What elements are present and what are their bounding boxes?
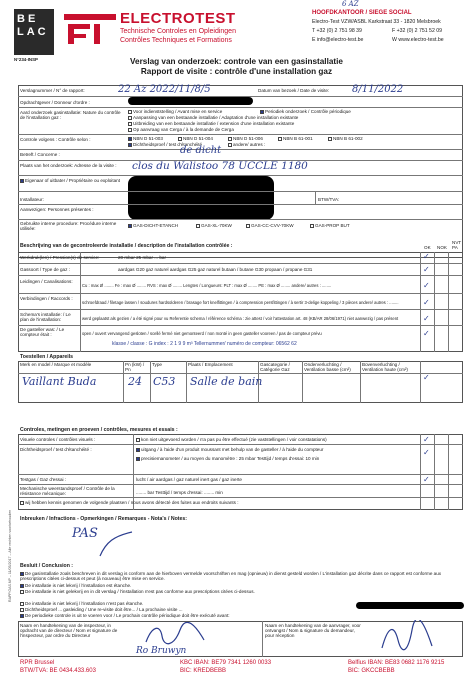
option-label: NBN B 61-001	[283, 136, 313, 141]
hq-tel: T +32 (0) 2 751 98 39	[312, 28, 362, 34]
checkbox[interactable]	[278, 137, 282, 141]
checkbox[interactable]	[20, 614, 24, 618]
footer-kbc-iban: KBC IBAN: BE79 7341 1260 0033	[180, 660, 272, 666]
conclusion-item[interactable]	[20, 583, 131, 588]
procedure-option[interactable]	[128, 223, 178, 228]
electrotest-logo-icon	[64, 10, 116, 46]
appliance-type[interactable]: C53	[153, 375, 176, 388]
brand-sub-fr: Contrôles Techniques et Formations	[120, 37, 232, 44]
installer-label: Installateur:	[20, 197, 44, 202]
test-row-value[interactable]: lucht / air aardgas / gaz naturel inert gas / gaz inerte	[136, 477, 242, 482]
option-label: andere/ autres :	[233, 142, 266, 147]
checkbox[interactable]	[20, 584, 24, 588]
checkbox[interactable]	[128, 137, 132, 141]
installation-row-label: Verbindingen / Raccords :	[20, 296, 73, 301]
installation-row-label: Schema's installatie: / Le plan de l'installation:	[20, 312, 71, 323]
norm-option[interactable]	[228, 136, 263, 141]
test-row-label: Dichtheidsproef / test d'étanchéité :	[20, 447, 92, 452]
report-no-label: Verslagnummer / N° de rapport:	[20, 88, 85, 93]
option-label: De installatie is niet lekvrij / l'installation n'est pas étanche.	[25, 601, 144, 606]
test-row-value[interactable]	[136, 456, 319, 461]
client-signature-icon	[378, 620, 438, 654]
appliance-brand[interactable]: Vaillant Buda	[22, 375, 97, 388]
procedure-option[interactable]	[246, 223, 294, 228]
ok-check-icon: ✓	[423, 329, 430, 338]
checkbox[interactable]	[20, 179, 24, 183]
hq-fax: F +32 (0) 2 751 52 09	[392, 28, 443, 34]
option-label: De installatie is niet gelekvrij en in dit verslag / l'installation n'est pas conforme aux prescriptions citées ci-dessus.	[25, 589, 255, 594]
appliances-section-title: Toestellen / Appareils	[20, 354, 74, 360]
option-label: Uitbreiding van een bestaande installatie / extension d'une installation existante	[133, 121, 295, 126]
inspector-signature-label: Naam en handtekening van de inspecteur, in opdracht van de directeur / Nom et signature de l'inspecteur, par ordre du Directeur	[20, 623, 118, 639]
title-fr: Rapport de visite : contrôle d'une installation gaz	[140, 67, 333, 76]
visit-date-label: Datum van bezoek / Date de visite:	[258, 88, 330, 93]
conclusion-item[interactable]	[20, 607, 183, 612]
checkbox[interactable]	[128, 224, 132, 228]
option-label: kon niet uitgevoerd worden / n'a pas pu être effectué (zie vaststellingen / voir constatations)	[141, 437, 327, 442]
ok-check-icon: ✓	[423, 314, 430, 323]
option-label: precisiemanometer / au moyen du manomètre : 25 mbar Testtijd / temps d'essai: 10 min	[141, 456, 320, 461]
checkbox[interactable]	[228, 143, 232, 147]
installation-row-value[interactable]: aardgas G20 gaz naturel aardgas G25 gaz naturel butaan / butane G30 propaan / propane G31	[118, 267, 313, 272]
footer-rpr: RPR Brussel	[20, 660, 55, 666]
option-label: Voor indienststelling / Avant mise en service	[133, 109, 223, 114]
appliance-col-header: Gascategorie / Catégorie Gaz	[260, 362, 290, 373]
inspection-type-option[interactable]	[260, 109, 351, 114]
footer-btw: BTW/TVA: BE 0434.433.603	[20, 668, 96, 674]
option-label: Dichtheidsproef ... gasleiding / Une re-visite doit être... / La prochaine visite ...	[25, 607, 183, 612]
meter-info[interactable]: klasse / classe : G index : 2 1 9 9 m³ Tellernummer/ numéro de compteur: 06562 62	[112, 341, 297, 347]
option-label: De installatie is niet lekvrij / l'installation est étanche.	[25, 583, 132, 588]
option-label: Op aanvraag van Cerga / à la demande de Cerga	[133, 127, 234, 132]
conclusion-item[interactable]	[20, 601, 143, 606]
test-ok-check-icon: ✓	[423, 475, 430, 484]
appliance-col-header: Onderverluchting / Ventilation basse (cm²)	[304, 362, 351, 373]
control-per-label: Controle volgens : Contrôle selon :	[20, 137, 91, 142]
next-date-redaction	[356, 602, 464, 609]
present-label: Aanwezigen: Personnes présentes :	[20, 207, 94, 212]
owner-redaction	[128, 176, 274, 220]
installation-row-value[interactable]: werd geplaatst als gezien / a été signé pour vu Referentie schema / référence schéma : zie attest / voir l'attestation art. 48 (KB/AR 28/06/1971) niet aanwezig / pas présent	[82, 316, 399, 321]
ok-check-icon: ✓	[423, 298, 430, 307]
checkbox[interactable]	[20, 602, 24, 606]
option-label: Aanpassing van een bestaande installatie / Adaptation d'une installation existante	[133, 115, 299, 120]
appliance-col-header: Pn (kW) / Pn	[125, 362, 145, 373]
installation-section-title: Beschrijving van de gecontroleerde installatie / description de l'installation contrôlée :	[20, 243, 233, 249]
belac-letters: BE LAC	[17, 13, 49, 38]
belac-number: N°234-INSP	[14, 57, 38, 62]
option-label: wij hebben kennis genomen de volgende plaatsen / nous avons détecté des fuites aux endroits suivants :	[25, 500, 239, 505]
appliance-ok-check-icon: ✓	[423, 373, 430, 382]
appliance-power[interactable]: 24	[128, 375, 142, 388]
btw-label: BTW/TVA:	[318, 197, 340, 202]
checkbox[interactable]	[136, 438, 140, 442]
inspection-type-label: Aard onderzoek gasinstallatie: Nature du contrôle de l'installation gaz :	[20, 110, 121, 121]
option-label: GAS-CC-CVV-70KW	[251, 223, 294, 228]
inspection-type-option[interactable]	[128, 121, 294, 126]
address-label: Plaats van het onderzoek: Adresse de la visite :	[20, 163, 117, 168]
tests-section-title: Controles, metingen en proeven / contrôles, mesures et essais :	[20, 427, 178, 433]
remarks-strike-icon	[96, 530, 136, 560]
report-no-value[interactable]: 22 Az 2022/11/8/5	[118, 84, 211, 95]
footer-belfius-bic: BIC: GKCCBEBB	[348, 668, 395, 674]
col-ok: OK	[424, 245, 431, 250]
side-code: RAPP.GAS.NP – 11/05/2017 – Alle rechten voorbehouden	[8, 509, 12, 602]
appliance-col-header: Bovenverluchting / Ventilation haute (cm²)	[362, 362, 408, 373]
procedure-option[interactable]	[310, 223, 350, 228]
inspection-type-option[interactable]	[128, 115, 298, 120]
option-label: Eigenaar of uitbater / Propriétaire ou exploitant	[25, 178, 120, 183]
checkbox[interactable]	[328, 137, 332, 141]
owner-option[interactable]	[20, 178, 120, 183]
client-signature-label: Naam en handtekening van de aanvrager, voor ontvangst / Nom & signature du demandeur, pour réception	[265, 623, 361, 639]
option-label: NBN D 51-003	[133, 136, 163, 141]
footer-belfius-iban: Belfius IBAN: BE83 0682 1176 9215	[348, 660, 445, 666]
test-row-value[interactable]	[20, 500, 239, 505]
checkbox[interactable]	[178, 137, 182, 141]
conclusion-item[interactable]	[20, 571, 460, 581]
norm-option[interactable]	[128, 136, 163, 141]
conclusion-section-title: Besluit / Conclusion :	[20, 563, 74, 569]
option-label: GAS-DICHT-ETANCH	[133, 223, 179, 228]
checkbox[interactable]	[246, 224, 250, 228]
checkbox[interactable]	[20, 608, 24, 612]
checkbox[interactable]	[20, 590, 24, 594]
option-label: Dichtheidsproef / test d'étanchéité	[133, 142, 203, 147]
checkbox[interactable]	[128, 122, 132, 126]
conclusion-item[interactable]	[20, 613, 230, 618]
inspection-type-option[interactable]	[128, 109, 222, 114]
option-label: Periodiek onderzoek / Contrôle périodique	[265, 109, 351, 114]
hq-address: Electro-Test VZW/ASBL Karkstraat 33 - 1820 Melsbroek	[312, 19, 441, 25]
checkbox[interactable]	[20, 501, 24, 505]
test-row-label: Mechanische weerstandsproef / Contrôle de la résistance mécanique:	[20, 486, 115, 497]
option-label: De periodieke controle is uit te voeren voor / Le prochain contrôle périodique doit être exécuté avant:	[25, 613, 230, 618]
hq-title: HOOFDKANTOOR / SIEGE SOCIAL	[312, 10, 412, 16]
col-nvt: NVT PA	[452, 240, 462, 251]
appliance-location[interactable]: Salle de bain	[190, 375, 263, 388]
brand-name: ELECTROTEST	[120, 10, 236, 27]
procedure-label: Gebruikte interne procedure: Procédure interne utilisée:	[20, 221, 117, 232]
appliance-col-header: Plaats / Emplacement	[188, 362, 233, 367]
brand-sub-nl: Technische Controles en Opleidingen	[120, 28, 236, 35]
checkbox[interactable]	[136, 448, 140, 452]
test-row-value[interactable]	[136, 447, 323, 452]
option-label: De gasinstallatie zoals beschreven in dit verslag is conform aan de hierboven vermelde voorschriften en mag (opnieuw) in dienst gesteld worden / L'installation gaz décrite dans ce rapport est conforme aux prescriptions citées ci-dessus et peut (à nouveau) être mise en service.	[20, 571, 442, 582]
checkbox[interactable]	[128, 128, 132, 132]
hq-email: E info@electro-test.be	[312, 37, 364, 43]
test-row-label: Testgas / Gaz d'essai :	[20, 477, 67, 482]
option-label: NBN D 51-006	[233, 136, 263, 141]
client-redaction	[128, 97, 253, 105]
checkbox[interactable]	[128, 143, 132, 147]
test-ok-check-icon: ✓	[423, 448, 430, 457]
ok-check-icon: ✓	[423, 281, 430, 290]
col-nok: NOK	[437, 245, 447, 250]
remarks-section-title: Inbreuken / Infractions - Opmerkingen / Remarques - Nota's / Notes:	[20, 516, 187, 522]
installation-row-label: Leidingen / Canalisations:	[20, 279, 73, 284]
tests-table	[18, 434, 463, 510]
handwritten-ref: 6 AZ	[342, 0, 359, 8]
norm-option[interactable]	[178, 136, 213, 141]
footer-kbc-bic: BIC: KREDBEBB	[180, 668, 227, 674]
installation-row-value[interactable]: Cu : max Ø ........ Fe : max Ø ........ RVS : max Ø ........ Lengtes / Longueurs: PLT : max Ø ........ PE : max Ø ........ andere/ autres : ........	[82, 283, 332, 288]
installation-row-label: Werkdruk(len) / Pression(s) de service:	[20, 255, 100, 260]
norm-extra-option[interactable]	[228, 142, 265, 147]
option-label: NBN B 61-002	[333, 136, 363, 141]
option-label: uitgang / à l'aide d'un produit moussant met behulp van de gasteller / à l'aide du compteur	[141, 447, 324, 452]
title-nl: Verslag van onderzoek: controle van een gasinstallatie	[130, 57, 343, 66]
checkbox[interactable]	[260, 110, 264, 114]
client-label: Opdrachtgever / Donneur d'ordre :	[20, 100, 90, 105]
ok-check-icon: ✓	[423, 252, 430, 261]
checkbox[interactable]	[310, 224, 314, 228]
concerns-value[interactable]: de dicht	[180, 145, 222, 156]
test-row-label: Visuele controles / contrôles visuels :	[20, 437, 96, 442]
checkbox[interactable]	[228, 137, 232, 141]
inspection-type-option[interactable]	[128, 127, 234, 132]
norm-option[interactable]	[328, 136, 363, 141]
remarks-handwritten[interactable]: PAS	[72, 526, 98, 541]
visit-date-value[interactable]: 8/11/2022	[352, 84, 404, 95]
option-label: NBN D 51-004	[183, 136, 213, 141]
checkbox[interactable]	[128, 110, 132, 114]
option-label: GAS-PROP BUT	[315, 223, 350, 228]
address-value[interactable]: clos du Walistoo 78 UCCLE 1180	[132, 160, 308, 172]
checkbox[interactable]	[20, 572, 24, 576]
norm-option[interactable]	[278, 136, 313, 141]
option-label: GAS-XL-70KW	[201, 223, 232, 228]
installation-row-value[interactable]: open / ouvert vervangend gesloten / scellé fermé niet gemonteerd / non monté in geen gasteller vooreen / pas de compteur prévu	[82, 331, 322, 336]
test-ok-check-icon: ✓	[423, 435, 430, 444]
procedure-option[interactable]	[196, 223, 232, 228]
test-row-value[interactable]: ........ bar Testtijd / temps d'essai: ........ min	[136, 490, 223, 495]
ok-check-icon: ✓	[423, 265, 430, 274]
inspector-signature-icon	[140, 622, 210, 648]
installation-row-value[interactable]: 20 mbar 25 mbar ... bar	[118, 255, 167, 260]
installation-row-value[interactable]: schroefdraad / filetage lassen / soudures hardsolderen / brasage fort knelfittingen / à compression persfittingen / à sertir 3-delige koppeling / 3 pièces andere/ autres : ........	[82, 300, 399, 305]
installation-row-label: De gasteller was: / Le compteur était :	[20, 327, 65, 338]
appliance-col-header: Type	[152, 362, 162, 367]
concerns-label: Betreft / Concerne :	[20, 152, 60, 157]
inspector-name: Ro Bruwyn	[136, 646, 187, 656]
appliance-col-header: Merk en model / Marque et modèle	[20, 362, 92, 367]
checkbox[interactable]	[128, 116, 132, 120]
checkbox[interactable]	[136, 457, 140, 461]
test-row-value[interactable]	[136, 437, 327, 442]
conclusion-item[interactable]	[20, 589, 460, 594]
checkbox[interactable]	[196, 224, 200, 228]
hq-web: W www.electro-test.be	[392, 37, 444, 43]
installation-row-label: Gassoort / Type de gaz :	[20, 267, 70, 272]
belac-logo	[14, 9, 54, 55]
